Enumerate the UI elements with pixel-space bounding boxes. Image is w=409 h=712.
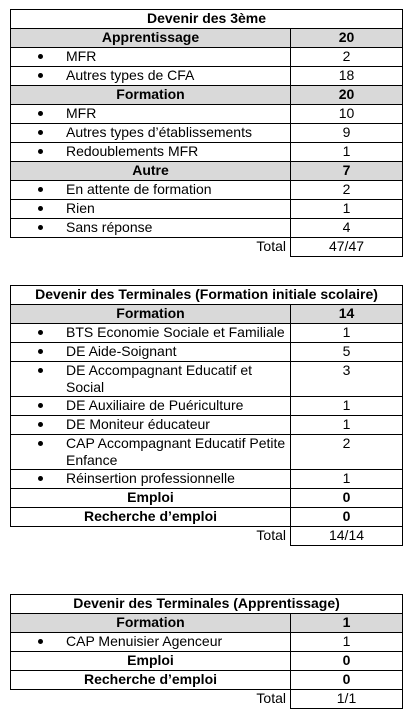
item-label: CAP Menuisier Agenceur: [66, 633, 223, 649]
item-value: 1: [291, 397, 403, 416]
item-value: 1: [291, 200, 403, 219]
bullet-icon: [38, 130, 43, 135]
list-item: [11, 470, 403, 489]
bullet-icon: [38, 330, 43, 335]
total-label: Total: [256, 527, 286, 543]
recherche-emploi-value: 0: [291, 508, 403, 527]
list-item: [11, 362, 403, 397]
item-value: 1: [291, 416, 403, 435]
item-value: 4: [291, 219, 403, 238]
total-row: [11, 527, 403, 546]
list-item: [11, 181, 403, 200]
section-label: Formation: [11, 86, 291, 105]
section-label: Apprentissage: [11, 29, 291, 48]
item-label: Réinsertion professionnelle: [66, 470, 235, 486]
total-value: 1/1: [291, 690, 403, 709]
list-item: [11, 143, 403, 162]
section-row: [11, 305, 403, 324]
table-title-row: [11, 595, 403, 614]
item-value: 2: [291, 181, 403, 200]
list-item: [11, 416, 403, 435]
list-item: [11, 343, 403, 362]
item-label: Rien: [66, 200, 95, 216]
recherche-emploi-label: Recherche d’emploi: [11, 508, 291, 527]
list-item: [11, 124, 403, 143]
item-label: CAP Accompagnant Educatif Petite Enfance: [66, 435, 286, 468]
item-value: 1: [291, 633, 403, 652]
list-item: [11, 633, 403, 652]
section-label: Formation: [11, 305, 291, 324]
section-value: 14: [291, 305, 403, 324]
section-row: [11, 614, 403, 633]
item-label: DE Aide-Soignant: [66, 343, 177, 359]
section-row: [11, 86, 403, 105]
list-item: [11, 67, 403, 86]
item-label: DE Accompagnant Educatif et Social: [66, 362, 252, 395]
section-value: 7: [291, 162, 403, 181]
recherche-emploi-row: [11, 508, 403, 527]
item-label: Sans réponse: [66, 219, 153, 235]
bullet-icon: [38, 149, 43, 154]
bullet-icon: [38, 206, 43, 211]
bullet-icon: [38, 54, 43, 59]
item-label: BTS Economie Sociale et Familiale: [66, 324, 285, 340]
bullet-icon: [38, 403, 43, 408]
table-devenir-3eme: [10, 9, 403, 257]
recherche-emploi-value: 0: [291, 671, 403, 690]
bullet-icon: [38, 441, 43, 446]
item-value: 1: [291, 324, 403, 343]
table-devenir-terminales-apprentissage: [10, 594, 403, 709]
emploi-label: Emploi: [11, 652, 291, 671]
item-value: 1: [291, 143, 403, 162]
item-value: 2: [291, 435, 403, 470]
emploi-value: 0: [291, 652, 403, 671]
emploi-label: Emploi: [11, 489, 291, 508]
item-label: Autres types d’établissements: [66, 124, 252, 140]
bullet-icon: [38, 111, 43, 116]
section-value: 20: [291, 86, 403, 105]
bullet-icon: [38, 73, 43, 78]
bullet-icon: [38, 225, 43, 230]
section-value: 20: [291, 29, 403, 48]
item-value: 5: [291, 343, 403, 362]
list-item: [11, 435, 403, 470]
section-row: [11, 162, 403, 181]
list-item: [11, 105, 403, 124]
item-value: 1: [291, 470, 403, 489]
item-value: 18: [291, 67, 403, 86]
table-title-row: [11, 10, 403, 29]
section-label: Autre: [11, 162, 291, 181]
section-label: Formation: [11, 614, 291, 633]
list-item: [11, 219, 403, 238]
item-value: 10: [291, 105, 403, 124]
bullet-icon: [38, 476, 43, 481]
item-value: 3: [291, 362, 403, 397]
bullet-icon: [38, 349, 43, 354]
item-value: 9: [291, 124, 403, 143]
item-label: Autres types de CFA: [66, 67, 195, 83]
item-label: Redoublements MFR: [66, 143, 199, 159]
list-item: [11, 324, 403, 343]
table-title: Devenir des Terminales (Apprentissage): [11, 595, 403, 614]
table-title: Devenir des Terminales (Formation initiale scolaire): [11, 286, 403, 305]
bullet-icon: [38, 639, 43, 644]
item-value: 2: [291, 48, 403, 67]
item-label: MFR: [66, 48, 97, 64]
total-label: Total: [256, 238, 286, 254]
bullet-icon: [38, 422, 43, 427]
table-title-row: [11, 286, 403, 305]
emploi-row: [11, 489, 403, 508]
item-label: En attente de formation: [66, 181, 212, 197]
section-value: 1: [291, 614, 403, 633]
list-item: [11, 48, 403, 67]
item-label: DE Auxiliaire de Puériculture: [66, 397, 244, 413]
bullet-icon: [38, 187, 43, 192]
total-row: [11, 238, 403, 257]
item-label: MFR: [66, 105, 97, 121]
total-value: 47/47: [291, 238, 403, 257]
recherche-emploi-label: Recherche d’emploi: [11, 671, 291, 690]
recherche-emploi-row: [11, 671, 403, 690]
item-label: DE Moniteur éducateur: [66, 416, 210, 432]
total-value: 14/14: [291, 527, 403, 546]
table-title: Devenir des 3ème: [11, 10, 403, 29]
list-item: [11, 200, 403, 219]
emploi-value: 0: [291, 489, 403, 508]
table-devenir-terminales-scolaire: [10, 285, 403, 546]
list-item: [11, 397, 403, 416]
emploi-row: [11, 652, 403, 671]
total-label: Total: [256, 690, 286, 706]
total-row: [11, 690, 403, 709]
section-row: [11, 29, 403, 48]
bullet-icon: [38, 368, 43, 373]
